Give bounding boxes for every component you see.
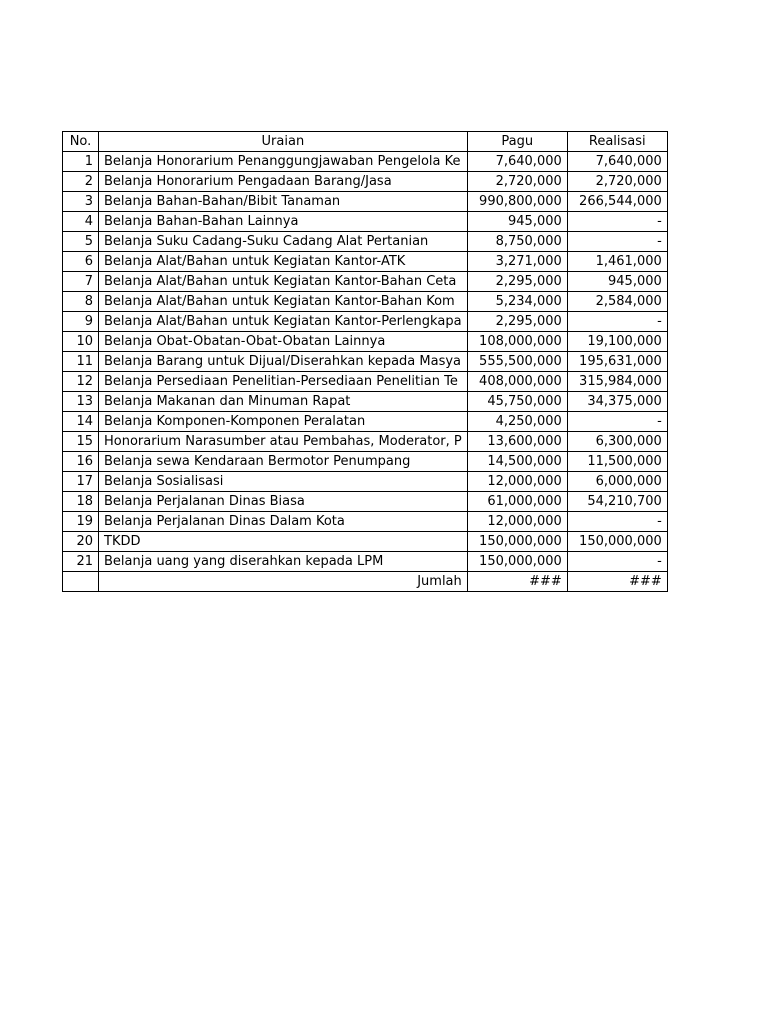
pagu-cell[interactable]: 990,800,000 xyxy=(467,192,567,212)
uraian-cell[interactable]: Belanja Alat/Bahan untuk Kegiatan Kantor-Perlengkapa xyxy=(99,312,468,332)
no-cell[interactable]: 16 xyxy=(63,452,99,472)
table-row xyxy=(63,192,668,212)
table-row xyxy=(63,172,668,192)
pagu-cell[interactable]: 3,271,000 xyxy=(467,252,567,272)
total-pagu-cell[interactable]: ### xyxy=(467,572,567,592)
pagu-cell[interactable]: 45,750,000 xyxy=(467,392,567,412)
total-label-cell[interactable]: Jumlah xyxy=(99,572,468,592)
table-body xyxy=(63,152,668,572)
realisasi-cell[interactable]: 6,300,000 xyxy=(567,432,667,452)
uraian-cell[interactable]: Belanja Alat/Bahan untuk Kegiatan Kantor-ATK xyxy=(99,252,468,272)
header-pagu[interactable]: Pagu xyxy=(467,132,567,152)
pagu-cell[interactable]: 2,295,000 xyxy=(467,312,567,332)
realisasi-cell[interactable]: - xyxy=(567,312,667,332)
uraian-cell[interactable]: Belanja Alat/Bahan untuk Kegiatan Kantor-Bahan Kom xyxy=(99,292,468,312)
pagu-cell[interactable]: 61,000,000 xyxy=(467,492,567,512)
table-row xyxy=(63,212,668,232)
pagu-cell[interactable]: 108,000,000 xyxy=(467,332,567,352)
no-cell[interactable]: 8 xyxy=(63,292,99,312)
no-cell[interactable]: 21 xyxy=(63,552,99,572)
realisasi-cell[interactable]: - xyxy=(567,552,667,572)
uraian-cell[interactable]: Belanja Perjalanan Dinas Biasa xyxy=(99,492,468,512)
uraian-cell[interactable]: Belanja Suku Cadang-Suku Cadang Alat Pertanian xyxy=(99,232,468,252)
uraian-cell[interactable]: Belanja Persediaan Penelitian-Persediaan Penelitian Te xyxy=(99,372,468,392)
uraian-cell[interactable]: Belanja Perjalanan Dinas Dalam Kota xyxy=(99,512,468,532)
uraian-cell[interactable]: Belanja Barang untuk Dijual/Diserahkan kepada Masya xyxy=(99,352,468,372)
pagu-cell[interactable]: 13,600,000 xyxy=(467,432,567,452)
no-cell[interactable]: 13 xyxy=(63,392,99,412)
no-cell[interactable]: 20 xyxy=(63,532,99,552)
table-row xyxy=(63,552,668,572)
realisasi-cell[interactable]: 266,544,000 xyxy=(567,192,667,212)
no-cell[interactable]: 11 xyxy=(63,352,99,372)
pagu-cell[interactable]: 945,000 xyxy=(467,212,567,232)
realisasi-cell[interactable]: 7,640,000 xyxy=(567,152,667,172)
table-row xyxy=(63,472,668,492)
no-cell[interactable]: 7 xyxy=(63,272,99,292)
no-cell[interactable]: 4 xyxy=(63,212,99,232)
no-cell[interactable]: 2 xyxy=(63,172,99,192)
no-cell[interactable]: 15 xyxy=(63,432,99,452)
realisasi-cell[interactable]: 195,631,000 xyxy=(567,352,667,372)
header-no[interactable]: No. xyxy=(63,132,99,152)
no-cell[interactable]: 10 xyxy=(63,332,99,352)
pagu-cell[interactable]: 150,000,000 xyxy=(467,552,567,572)
table-row xyxy=(63,452,668,472)
pagu-cell[interactable]: 8,750,000 xyxy=(467,232,567,252)
pagu-cell[interactable]: 4,250,000 xyxy=(467,412,567,432)
table-row xyxy=(63,372,668,392)
table-row xyxy=(63,392,668,412)
uraian-cell[interactable]: Belanja Makanan dan Minuman Rapat xyxy=(99,392,468,412)
table-row xyxy=(63,492,668,512)
table-row xyxy=(63,232,668,252)
budget-table xyxy=(62,131,668,592)
pagu-cell[interactable]: 408,000,000 xyxy=(467,372,567,392)
uraian-cell[interactable]: Belanja Obat-Obatan-Obat-Obatan Lainnya xyxy=(99,332,468,352)
table-row xyxy=(63,412,668,432)
table-row xyxy=(63,512,668,532)
uraian-cell[interactable]: Belanja uang yang diserahkan kepada LPM xyxy=(99,552,468,572)
realisasi-cell[interactable]: 945,000 xyxy=(567,272,667,292)
realisasi-cell[interactable]: 315,984,000 xyxy=(567,372,667,392)
header-uraian[interactable]: Uraian xyxy=(99,132,468,152)
realisasi-cell[interactable]: 2,584,000 xyxy=(567,292,667,312)
uraian-cell[interactable]: Honorarium Narasumber atau Pembahas, Moderator, P xyxy=(99,432,468,452)
uraian-cell[interactable]: Belanja Komponen-Komponen Peralatan xyxy=(99,412,468,432)
realisasi-cell[interactable]: - xyxy=(567,232,667,252)
pagu-cell[interactable]: 2,295,000 xyxy=(467,272,567,292)
table-row xyxy=(63,312,668,332)
uraian-cell[interactable]: Belanja Honorarium Pengadaan Barang/Jasa xyxy=(99,172,468,192)
total-no-cell[interactable] xyxy=(63,572,99,592)
no-cell[interactable]: 19 xyxy=(63,512,99,532)
realisasi-cell[interactable]: 34,375,000 xyxy=(567,392,667,412)
no-cell[interactable]: 3 xyxy=(63,192,99,212)
no-cell[interactable]: 14 xyxy=(63,412,99,432)
realisasi-cell[interactable]: 2,720,000 xyxy=(567,172,667,192)
no-cell[interactable]: 9 xyxy=(63,312,99,332)
pagu-cell[interactable]: 5,234,000 xyxy=(467,292,567,312)
pagu-cell[interactable]: 150,000,000 xyxy=(467,532,567,552)
pagu-cell[interactable]: 7,640,000 xyxy=(467,152,567,172)
pagu-cell[interactable]: 12,000,000 xyxy=(467,472,567,492)
table-row xyxy=(63,272,668,292)
realisasi-cell[interactable]: 19,100,000 xyxy=(567,332,667,352)
header-realisasi[interactable]: Realisasi xyxy=(567,132,667,152)
table-row xyxy=(63,152,668,172)
no-cell[interactable]: 18 xyxy=(63,492,99,512)
table-row xyxy=(63,292,668,312)
uraian-cell[interactable]: Belanja Sosialisasi xyxy=(99,472,468,492)
table-row xyxy=(63,532,668,552)
table-row xyxy=(63,352,668,372)
uraian-cell[interactable]: Belanja Bahan-Bahan Lainnya xyxy=(99,212,468,232)
pagu-cell[interactable]: 14,500,000 xyxy=(467,452,567,472)
pagu-cell[interactable]: 2,720,000 xyxy=(467,172,567,192)
realisasi-cell[interactable]: - xyxy=(567,212,667,232)
total-row xyxy=(63,572,668,592)
uraian-cell[interactable]: Belanja sewa Kendaraan Bermotor Penumpang xyxy=(99,452,468,472)
uraian-cell[interactable]: Belanja Alat/Bahan untuk Kegiatan Kantor-Bahan Ceta xyxy=(99,272,468,292)
table-row xyxy=(63,332,668,352)
realisasi-cell[interactable]: 6,000,000 xyxy=(567,472,667,492)
spreadsheet-area xyxy=(62,131,668,592)
no-cell[interactable]: 12 xyxy=(63,372,99,392)
no-cell[interactable]: 1 xyxy=(63,152,99,172)
table-row xyxy=(63,252,668,272)
pagu-cell[interactable]: 12,000,000 xyxy=(467,512,567,532)
realisasi-cell[interactable]: 1,461,000 xyxy=(567,252,667,272)
realisasi-cell[interactable]: - xyxy=(567,512,667,532)
realisasi-cell[interactable]: 54,210,700 xyxy=(567,492,667,512)
uraian-cell[interactable]: Belanja Bahan-Bahan/Bibit Tanaman xyxy=(99,192,468,212)
total-realisasi-cell[interactable]: ### xyxy=(567,572,667,592)
table-row xyxy=(63,432,668,452)
realisasi-cell[interactable]: - xyxy=(567,412,667,432)
pagu-cell[interactable]: 555,500,000 xyxy=(467,352,567,372)
uraian-cell[interactable]: Belanja Honorarium Penanggungjawaban Pengelola Ke xyxy=(99,152,468,172)
no-cell[interactable]: 17 xyxy=(63,472,99,492)
realisasi-cell[interactable]: 150,000,000 xyxy=(567,532,667,552)
header-row xyxy=(63,132,668,152)
no-cell[interactable]: 6 xyxy=(63,252,99,272)
realisasi-cell[interactable]: 11,500,000 xyxy=(567,452,667,472)
uraian-cell[interactable]: TKDD xyxy=(99,532,468,552)
no-cell[interactable]: 5 xyxy=(63,232,99,252)
